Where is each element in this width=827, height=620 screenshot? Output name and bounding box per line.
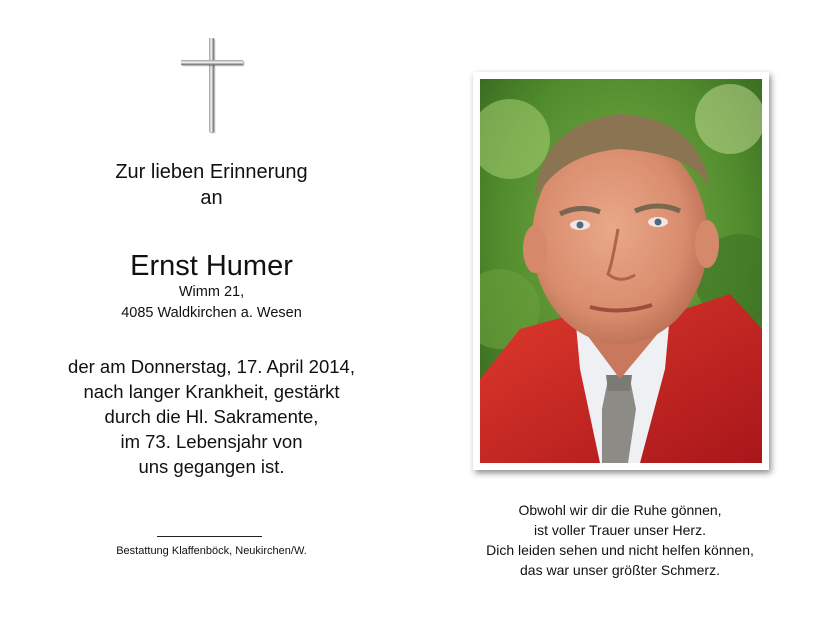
poem-line: das war unser größter Schmerz. (520, 562, 720, 578)
poem-line: Dich leiden sehen und nicht helfen können, (486, 542, 754, 558)
memorial-poem (460, 500, 780, 580)
memorial-text-line: nach langer Krankheit, gestärkt (83, 381, 340, 402)
heading-line-2: an (200, 187, 223, 209)
portrait-image (480, 79, 762, 463)
memorial-heading (0, 159, 423, 211)
portrait-frame (473, 72, 769, 470)
memorial-text-line: durch die Hl. Sakramente, (104, 406, 319, 427)
cross-icon (181, 38, 243, 132)
poem-line: Obwohl wir dir die Ruhe gönnen, (518, 502, 722, 518)
divider-line (157, 536, 262, 537)
memorial-text (0, 354, 423, 479)
cross-vertical-beam (209, 38, 214, 132)
address (0, 282, 423, 324)
deceased-name: Ernst Humer (130, 250, 293, 282)
memorial-text-line: uns gegangen ist. (138, 456, 285, 477)
undertaker-credit: Bestattung Klaffenböck, Neukirchen/W. (116, 545, 307, 557)
memorial-text-line: der am Donnerstag, 17. April 2014, (68, 356, 355, 377)
memorial-text-line: im 73. Lebensjahr von (120, 431, 303, 452)
portrait-photo (480, 79, 762, 463)
cross-horizontal-beam (181, 60, 243, 65)
heading-line-1: Zur lieben Erinnerung (115, 161, 308, 183)
address-line-2: 4085 Waldkirchen a. Wesen (121, 305, 302, 321)
poem-line: ist voller Trauer unser Herz. (534, 522, 706, 538)
address-line-1: Wimm 21, (178, 284, 245, 300)
